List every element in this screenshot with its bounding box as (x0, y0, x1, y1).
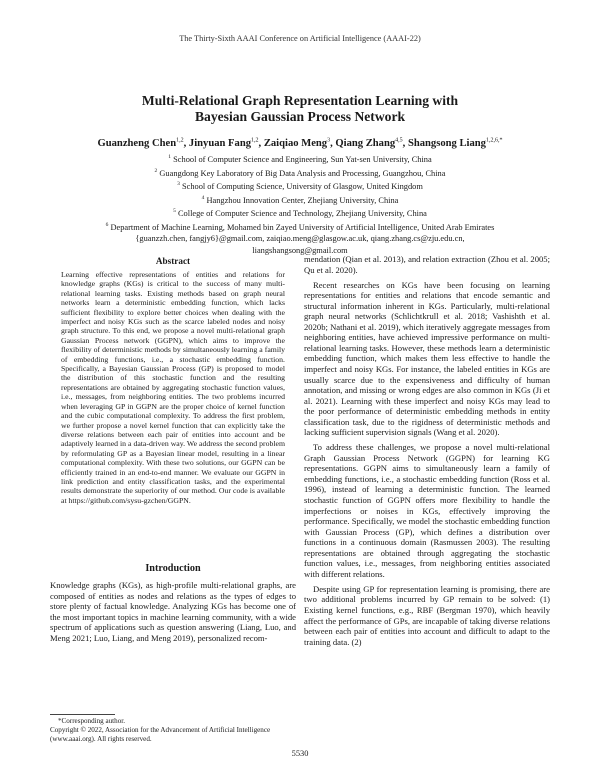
copyright-note: Copyright © 2022, Association for the Advancement of Artificial Intelligence (www.aaai.org). All rights reserved. (50, 725, 271, 743)
author: Qiang Zhang$^{4,5}$, (335, 137, 408, 149)
author-emails: {guanzzh.chen, fangjy6}@gmail.com, zaiqiao.meng@glasgow.ac.uk, qiang.zhang.cs@zju.edu.cn, (135, 234, 465, 243)
introduction-body (50, 580, 296, 644)
affiliation: $^5$ College of Computer Science and Technology, Zhejiang University, China (173, 208, 427, 218)
author: Zaiqiao Meng$^3$, (263, 137, 336, 149)
affiliation: $^1$ School of Computer Science and Engineering, Sun Yat-sen University, China (168, 154, 432, 164)
author: Shangsong Liang$^{1,2,6,*}$ (407, 137, 503, 149)
affiliation: $^4$ Hangzhou Innovation Center, Zhejiang University, China (201, 194, 399, 205)
affiliation: $^6$ Department of Machine Learning, Mohamed bin Zayed University of Artificial Intelligence, United Arab Emirates (105, 221, 495, 232)
author-emails: liangshangsong@gmail.com (252, 245, 348, 255)
paragraph: mendation (Qian et al. 2013), and relation extraction (Zhou et al. 2005; Qu et al. 2020). (304, 254, 550, 275)
conference-header: The Thirty-Sixth AAAI Conference on Artificial Intelligence (AAAI-22) (179, 34, 421, 43)
abstract-body (61, 270, 285, 505)
paper-title (60, 93, 540, 124)
author: Jinyuan Fang$^{1,2}$, (188, 137, 264, 149)
author: Guanzheng Chen$^{1,2}$, (97, 137, 189, 149)
paragraph: Despite using GP for representation learning is promising, there are two additional problems incurred by GP remain to be solved: (1) Existing kernel functions, e.g., RBF (Bergman 1970), which heavily affect the performance of GPs, are incapable of taking diverse relations between each pair of entities into account and difficult to adapt to the training data. (2) (304, 583, 550, 647)
right-column-body (304, 254, 550, 652)
footnote (50, 717, 296, 743)
affiliation: $^2$ Guangdong Key Laboratory of Big Data Analysis and Processing, Guangzhou, China (154, 167, 446, 178)
paragraph: To address these challenges, we propose a novel multi-relational Graph Gaussian Process Network (GGPN) for learning KG representations. GGPN aims to simultaneously learn a family of embedding functions, i.e., a stochastic embedding function (Ross et al. 1996), instead of learning a deterministic function. The learned stochastic function of GGPN offers more flexibility to handle the imperfections or noises in KGs, effectively improving the performance. Specifically, we model the stochastic embedding function with Gaussian Process (GP), which defines a distribution over functions in a continuous domain (Rasmussen 2003). The resulting representations are obtained through aggregating the stochastic function values, i.e., messages, from neighboring entities associated with different relations. (304, 442, 550, 579)
affiliations (20, 152, 580, 256)
abstract-heading: Abstract (155, 256, 191, 266)
footnote-rule (50, 714, 115, 715)
affiliation: $^3$ School of Computing Science, University of Glasgow, United Kingdom (177, 181, 423, 191)
paragraph: Recent researches on KGs have been focusing on learning representations for entities and relations that encode semantic and structural information inherent in KGs. Particularly, multi-relational graph neural networks (Schlichtkrull et al. 2018; Vashishth et al. 2020b; Nathani et al. 2019), which iteratively aggregate messages from neighboring entities, have achieved impressive performance on multi-relational learning tasks. However, these methods learn a deterministic embedding function, which makes them less effective to handle the imperfect and noisy KGs. For instance, the labeled entities in KGs are usually scarce due to the expensiveness and difficulty of human annotation, and missing or wrong edges are also common in KGs (Ji et al. 2021). Learning with these imperfect and noisy KGs may lead to the poor performance of deterministic embedding methods in entity classification task, due to the rigidness of deterministic methods and lacking sufficient supervision signals (Wang et al. 2020). (304, 279, 550, 438)
corresponding-note: *Corresponding author. (58, 717, 125, 725)
title-line-2: Bayesian Gaussian Process Network (194, 108, 406, 124)
author-list (20, 137, 580, 149)
page-number: 5530 (291, 749, 309, 758)
introduction-heading: Introduction (145, 563, 201, 574)
title-line-1: Multi-Relational Graph Representation Learning with (141, 93, 459, 108)
abstract-text: Learning effective representations of entities and relations for knowledge graphs (KGs) is critical to the success of many multi-relational learning tasks. Existing methods based on graph neural networks learn a deterministic embedding function, which lacks sufficient flexibility to explore better choices when dealing with the imperfect and noisy KGs such as the scarce labeled nodes and noisy graph structure. To this end, we propose a novel multi-relational graph Gaussian Process network (GGPN), which aims to improve the flexibility of deterministic methods by simultaneously learning a family of embedding functions, i.e., a stochastic embedding function. Specifically, a Bayesian Gaussian Process (GP) is proposed to model the distribution of this stochastic function and the resulting representations are obtained by aggregating stochastic function values, i.e., messages, from neighboring entities. The two problems incurred when leveraging GP in GGPN are the proper choice of kernel function and the cubic computational complexity. To address the first problem, we further propose a novel kernel function that can explicitly take the diverse relations between each pair of entities into account and be adaptively learned in a data-driven way. We address the second problem by reformulating GP as a Bayesian linear model, resulting in a linear computational complexity. With these two solutions, our GGPN can be efficiently trained in an end-to-end manner. We evaluate our GGPN in link prediction and entity classification tasks, and the experimental results demonstrate the superiority of our method. Our code is available at https://github.com/sysu-gzchen/GGPN. (61, 270, 285, 505)
paragraph: Knowledge graphs (KGs), as high-profile multi-relational graphs, are composed of entities as nodes and relations as the types of edges to store plenty of factual knowledge. Analyzing KGs has become one of the most important topics in machine learning community, with a wide spectrum of applications such as question answering (Liang, Luo, and Meng 2021; Luo, Liang, and Meng 2019), personalized recom- (50, 580, 296, 643)
